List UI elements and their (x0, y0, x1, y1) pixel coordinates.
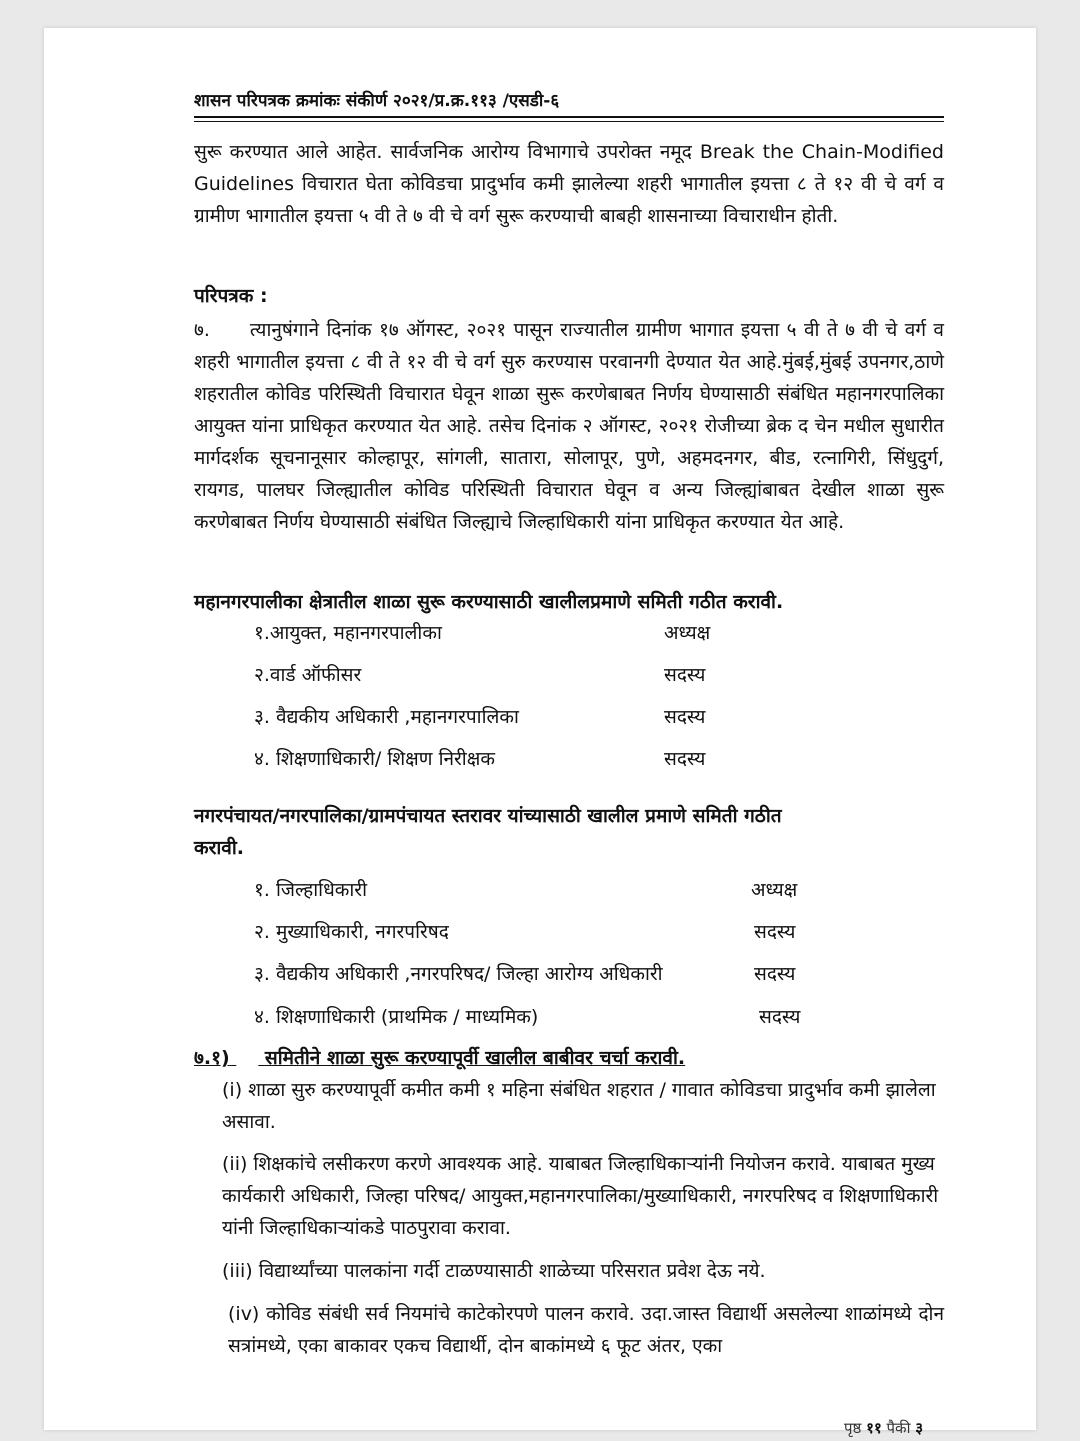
section-71-heading (194, 1042, 944, 1074)
local-member-name: ३. वैद्यकीय अधिकारी ,नगरपरिषद/ जिल्हा आरोग्य अधिकारी (254, 963, 663, 985)
section-71-number: ७.१) (194, 1047, 230, 1069)
municipal-member-role: अध्यक्ष (664, 622, 711, 644)
header-rule-thin (194, 121, 944, 122)
local-member-role: अध्यक्ष (751, 879, 798, 901)
municipal-member-name: ३. वैद्यकीय अधिकारी ,महानगरपालिका (254, 706, 519, 728)
local-member-name: २. मुख्याधिकारी, नगरपरिषद (254, 921, 449, 943)
municipal-member-role: सदस्य (664, 664, 706, 686)
para-number: ७. (194, 319, 210, 341)
municipal-committee-heading: महानगरपालीका क्षेत्रातील शाळा सुरू करण्यासाठी खालीलप्रमाणे समिती गठीत करावी. (194, 591, 784, 613)
point-iii: (iii) विद्यार्थ्यांच्या पालकांना गर्दी टाळण्यासाठी शाळेच्या परिसरात प्रवेश देऊ नये. (222, 1260, 766, 1282)
header-rule-thick (194, 116, 944, 118)
footer-prefix: पृष्ठ (844, 1419, 862, 1437)
footer-total-pages: ३ (915, 1419, 924, 1437)
footer-middle: पैकी (886, 1419, 911, 1437)
point-iv: (iv) कोविड संबंधी सर्व नियमांचे काटेकोरपणे पालन करावे. उदा.जास्त विद्यार्थी असलेल्या शाळांमध्ये दोन सत्रांमध्ये, एका बाकावर एकच विद्यार्थी, दोन बाकांमध्ये ६ फूट अंतर, एका (228, 1303, 944, 1357)
point-i: (i) शाळा सुरु करण्यापूर्वी कमीत कमी १ महिना संबंधित शहरात / गावात कोविडचा प्रादुर्भाव कमी झालेला असावा. (222, 1079, 936, 1133)
local-member-role: सदस्य (754, 963, 796, 985)
local-member-name: ४. शिक्षणाधिकारी (प्राथमिक / माध्यमिक) (254, 1006, 539, 1028)
footer-current-page: ११ (866, 1419, 882, 1437)
municipal-member-name: २.वार्ड ऑफीसर (254, 664, 362, 686)
intro-paragraph: सुरू करण्यात आले आहेत. सार्वजनिक आरोग्य विभागाचे उपरोक्त नमूद Break the Chain-Modified Guidelines विचारात घेता कोविडचा प्रादुर्भाव कमी झालेल्या शहरी भागातील इयत्ता ८ ते १२ वी चे वर्ग व ग्रामीण भागातील इयत्ता ५ वी ते ७ वी चे वर्ग सुरू करण्याची बाबही शासनाच्या विचाराधीन होती. (194, 141, 944, 227)
document-page (44, 28, 1036, 1437)
municipal-member-name: ४. शिक्षणाधिकारी/ शिक्षण निरीक्षक (254, 748, 495, 770)
point-ii: (ii) शिक्षकांचे लसीकरण करणे आवश्यक आहे. याबाबत जिल्हाधिकाऱ्यांनी नियोजन करावे. याबाबत मुख्य कार्यकारी अधिकारी, जिल्हा परिषद/ आयुक्त,महानगरपालिका/मुख्याधिकारी, नगरपरिषद व शिक्षणाधिकारी यांनी जिल्हाधिकाऱ्यांकडे पाठपुरावा करावा. (222, 1153, 939, 1239)
municipal-member-name: १.आयुक्त, महानगरपालीका (254, 622, 442, 644)
local-member-role: सदस्य (754, 921, 796, 943)
page-footer (844, 1418, 923, 1438)
circular-paragraph (194, 314, 944, 538)
page-header-reference: शासन परिपत्रक क्रमांकः संकीर्ण २०२१/प्र.क्र.११३ /एसडी-६ (194, 91, 560, 111)
circular-heading: परिपत्रक : (194, 285, 268, 307)
local-committee-heading-line1: नगरपंचायत/नगरपालिका/ग्रामपंचायत स्तरावर यांच्यासाठी खालील प्रमाणे समिती गठीत (194, 805, 782, 827)
municipal-member-role: सदस्य (664, 748, 706, 770)
local-member-role: सदस्य (759, 1006, 801, 1028)
municipal-member-role: सदस्य (664, 706, 706, 728)
local-member-name: १. जिल्हाधिकारी (254, 879, 367, 901)
local-committee-heading (194, 800, 944, 864)
section-71-title: समितीने शाळा सुरू करण्यापूर्वी खालील बाबीवर चर्चा करावी. (264, 1047, 686, 1069)
para-text: त्यानुषंगाने दिनांक १७ ऑगस्ट, २०२१ पासून राज्यातील ग्रामीण भागात इयत्ता ५ वी ते ७ वी चे वर्ग व शहरी भागातील इयत्ता ८ वी ते १२ वी चे वर्ग सुरु करण्यास परवानगी देण्यात येत आहे.मुंबई,मुंबई उपनगर,ठाणे शहरातील कोविड परिस्थिती विचारात घेवून शाळा सुरू करणेबाबत निर्णय घेण्यासाठी संबंधित महानगरपालिका आयुक्त यांना प्राधिकृत करण्यात येत आहे. तसेच दिनांक २ ऑगस्ट, २०२१ रोजीच्या ब्रेक द चेन मधील सुधारीत मार्गदर्शक सूचनानूसार कोल्हापूर, सांगली, सातारा, सोलापूर, पुणे, अहमदनगर, बीड, रत्नागिरी, सिंधुदुर्ग, रायगड, पालघर जिल्ह्यातील कोविड परिस्थिती विचारात घेवून व अन्य जिल्ह्यांबाबत देखील शाळा सुरू करणेबाबत निर्णय घेण्यासाठी संबंधित जिल्ह्याचे जिल्हाधिकारी यांना प्राधिकृत करण्यात येत आहे. (194, 319, 944, 533)
local-committee-heading-line2: करावी. (194, 837, 244, 859)
